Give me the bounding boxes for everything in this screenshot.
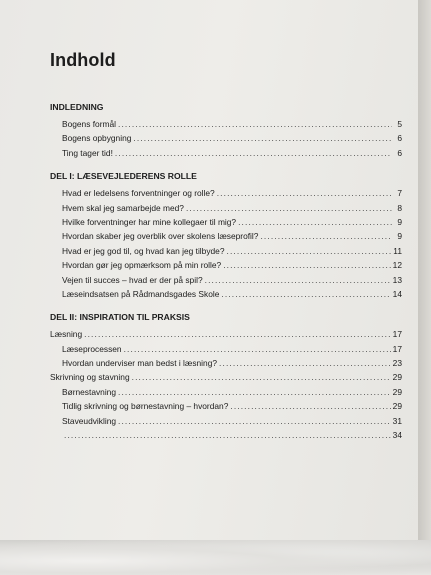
toc-entry-label: Hvilke forventninger har mine kollegaer til mig?	[62, 216, 237, 227]
dot-leader	[230, 399, 390, 413]
toc-entry	[50, 215, 402, 229]
dot-leader	[118, 414, 391, 428]
toc-entry-label: Læseindsatsen på Rådmandsgades Skole	[62, 288, 220, 299]
toc-entry	[50, 385, 402, 399]
section-gap	[50, 160, 402, 169]
toc-entry-page: 6	[397, 147, 402, 158]
toc-entry-page: 5	[397, 119, 402, 129]
dot-leader	[124, 342, 391, 356]
toc-entry-label: Tidlig skrivning og børnestavning – hvordan?	[62, 401, 229, 412]
section-heading: DEL I: LÆSEVEJLEDERENS ROLLE	[50, 171, 197, 182]
toc-entry-label: Læsning	[50, 329, 83, 340]
toc-entry	[50, 287, 402, 301]
toc-entry	[50, 414, 402, 428]
toc-entry-label: Hvad er jeg god til, og hvad kan jeg tilbyde?	[62, 245, 225, 256]
toc-entry	[50, 356, 402, 370]
toc-entry-page: 14	[392, 288, 402, 299]
toc-entry-page: 29	[392, 386, 402, 397]
dot-leader	[64, 428, 391, 442]
dot-leader	[118, 385, 391, 399]
toc-entry	[50, 186, 402, 200]
page-title: Indhold	[50, 50, 116, 70]
toc-entry-label: Læseprocessen	[62, 343, 122, 354]
toc-entry-label: Bogens opbygning	[62, 133, 132, 144]
dot-leader	[133, 131, 392, 145]
toc-entry-label: Hvem skal jeg samarbejde med?	[62, 202, 184, 213]
toc-entry	[50, 342, 402, 356]
toc-entry-label: Børnestavning	[62, 386, 116, 397]
toc-entry-page: 11	[393, 245, 402, 256]
dot-leader	[260, 229, 392, 243]
toc-entry	[50, 258, 402, 272]
toc-entry	[50, 428, 402, 442]
toc-entry-page: 31	[392, 415, 402, 426]
toc-entry-page: 34	[392, 430, 402, 441]
toc-entry	[50, 327, 402, 341]
dot-leader	[217, 186, 392, 200]
toc-entry-page: 12	[392, 260, 402, 271]
dot-leader	[227, 244, 392, 258]
toc-entry-page: 8	[397, 202, 402, 213]
toc-entry	[50, 146, 402, 160]
dot-leader	[205, 273, 391, 287]
dot-leader	[118, 117, 392, 131]
toc-entry-page: 6	[397, 133, 402, 144]
dot-leader	[132, 370, 391, 384]
dot-leader	[219, 356, 391, 370]
toc-entry-label: Bogens formål	[62, 119, 116, 129]
toc-entry-page: 9	[397, 231, 402, 242]
toc-entry	[50, 370, 402, 384]
dot-leader	[84, 327, 391, 341]
dot-leader	[115, 146, 392, 160]
toc-entry	[50, 229, 402, 243]
toc-entry	[50, 244, 402, 258]
toc-entry-label: Vejen til succes – hvad er der på spil?	[62, 274, 203, 285]
toc-entry-page: 17	[392, 343, 402, 354]
toc-entry-label: Hvordan gør jeg opmærksom på min rolle?	[62, 260, 222, 271]
dot-leader	[238, 215, 392, 229]
dot-leader	[186, 201, 392, 215]
toc-entry-label: Ting tager tid!	[62, 147, 113, 158]
toc-entry-page: 29	[392, 372, 402, 383]
toc-entry-page: 17	[392, 329, 402, 340]
toc-entry-label: Staveudvikling	[62, 415, 117, 426]
toc-entry-label: Hvordan skaber jeg overblik over skolens læseprofil?	[62, 231, 259, 242]
toc-entry-label: Skrivning og stavning	[50, 372, 130, 383]
toc-entry-page: 7	[397, 188, 402, 199]
toc-entry-page: 9	[397, 216, 402, 227]
table-of-contents	[50, 100, 402, 442]
toc-entry-page: 29	[392, 401, 402, 412]
toc-entry	[50, 399, 402, 413]
page-edge	[418, 0, 431, 548]
toc-entry	[50, 131, 402, 145]
dot-leader	[223, 258, 390, 272]
toc-entry-label: Hvad er ledelsens forventninger og rolle?	[62, 188, 215, 199]
section-heading: DEL II: INSPIRATION TIL PRAKSIS	[50, 312, 190, 323]
toc-entry	[50, 201, 402, 215]
toc-entry	[50, 117, 402, 131]
cloth-surface	[0, 540, 431, 575]
section-heading: INDLEDNING	[50, 102, 104, 112]
toc-entry	[50, 273, 402, 287]
toc-entry-page: 13	[392, 274, 402, 285]
section-gap	[50, 301, 402, 310]
toc-entry-label: Hvordan underviser man bedst i læsning?	[62, 358, 218, 369]
dot-leader	[221, 287, 390, 301]
toc-entry-page: 23	[392, 358, 402, 369]
